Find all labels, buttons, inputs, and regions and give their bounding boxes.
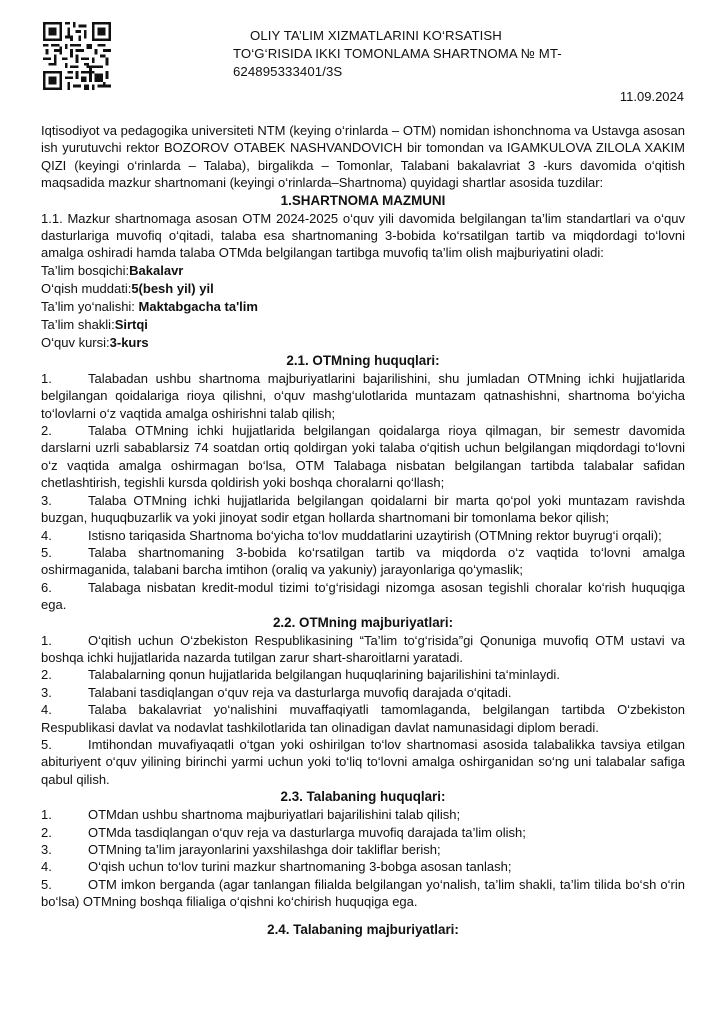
contract-body	[41, 122, 685, 939]
item-number: 4.	[41, 702, 52, 718]
item-text: OTMdan ushbu shartnoma majburiyatlari bajarilishini talab qilish;	[88, 807, 461, 823]
title-line-2: TO‘G‘RISIDA IKKI TOMONLAMA SHARTNOMA № MT-	[233, 46, 562, 61]
list-item	[41, 492, 685, 527]
item-number: 3.	[41, 492, 52, 508]
item-number: 6.	[41, 579, 52, 595]
field-label: Ta’lim bosqichi:	[41, 262, 130, 278]
contract-date: 11.09.2024	[619, 89, 684, 104]
item-text: Talabani tasdiqlangan o‘quv reja va dasturlarga muvofiq darajada o‘qitadi.	[88, 684, 512, 700]
list-item	[41, 632, 685, 667]
list-item	[41, 422, 685, 492]
field-value: Bakalavr	[129, 262, 184, 278]
list-item	[41, 858, 685, 875]
item-number: 2.	[41, 423, 52, 439]
qr-code-icon	[43, 22, 111, 90]
section-2-1-list	[41, 370, 685, 614]
study-details	[41, 262, 685, 352]
item-text: Talaba shartnomaning 3-bobida ko‘rsatilgan tartib va miqdorda o‘z vaqtida to‘lovni amalga oshirmaganida, talabani barcha imtihon (oraliq va yakuniy) jarayonlariga qo‘ymaslik;	[41, 544, 685, 578]
section-1-heading: 1.SHARTNOMA MAZMUNI	[280, 192, 446, 208]
field-label: O‘qish muddati:	[41, 280, 132, 296]
field-course	[41, 334, 685, 352]
field-study-form	[41, 316, 685, 334]
section-1-paragraph: 1.1. Mazkur shartnomaga asosan OTM 2024-2025 o‘quv yili davomida belgilangan ta’lim standartlari va o‘quv dasturlariga muvofiq o‘qitadi, talaba esa shartnomaning 3-bobida ko‘rsatilgan tartib va miqdordagi to‘lovni amalga oshiradi hamda talaba OTMda belgilangan tartibga muvofiq ta’lim olish majburiyatini oladi:	[41, 210, 685, 261]
field-value: Sirtqi	[114, 316, 148, 332]
item-number: 5.	[41, 876, 52, 892]
item-text: O‘qish uchun to‘lov turini mazkur shartnomaning 3-bobga asosan tanlash;	[88, 859, 512, 875]
field-label: Ta’lim yo‘nalishi:	[41, 298, 139, 314]
item-text: Talaba bakalavriat yo‘nalishini muvaffaqiyatli tamomlaganda, belgilangan tartibda O‘zbekiston Respublikasi davlat va nodavlat tashkilotlarida tan olinadigan davlat namunasidagi diplom beradi.	[41, 702, 685, 735]
item-number: 2.	[41, 824, 52, 840]
list-item	[41, 876, 685, 911]
item-text: Talabaga nisbatan kredit-modul tizimi to‘g‘risidagi nizomga asosan tegishli choralar ko‘rish huquqiga ega.	[41, 579, 685, 613]
spacer	[41, 911, 685, 921]
item-text: O‘qitish uchun O‘zbekiston Respublikasining “Ta’lim to‘g‘risida”gi Qonuniga muvofiq OTM ustavi va boshqa ichki hujjatlarida nazarda tutilgan zarur shart-sharoitlarni yaratadi.	[41, 632, 685, 665]
item-text: Talabalarning qonun hujjatlarida belgilangan huquqlarining bajarilishini ta‘minlaydi.	[88, 667, 560, 683]
list-item	[41, 701, 685, 736]
item-text: Istisno tariqasida Shartnoma bo‘yicha to‘lov muddatlarini uzaytirish (OTMning rektor buyrug‘i orqali);	[88, 527, 662, 543]
item-number: 5.	[41, 544, 52, 560]
field-education-level	[41, 262, 685, 280]
title-line-1: OLIY TA’LIM XIZMATLARINI KO‘RSATISH	[250, 28, 502, 43]
field-study-duration	[41, 280, 685, 298]
item-number: 1.	[41, 632, 52, 648]
item-text: OTMda tasdiqlangan o‘quv reja va dasturlarga muvofiq darajada ta’lim olish;	[88, 824, 526, 840]
item-number: 3.	[41, 842, 52, 857]
section-2-2-heading: 2.2. OTMning majburiyatlari:	[272, 614, 454, 630]
list-item	[41, 841, 685, 858]
item-text: OTMning ta’lim jarayonlarini yaxshilashga doir takliflar berish;	[88, 842, 441, 857]
item-number: 5.	[41, 736, 52, 752]
field-value: 3-kurs	[109, 334, 149, 350]
section-2-1-heading: 2.1. OTMning huquqlari:	[286, 352, 440, 368]
list-item	[41, 824, 685, 841]
list-item	[41, 666, 685, 683]
item-text: Talaba OTMning ichki hujjatlarida belgilangan qoidalarga rioya qilmagan, bir semestr davomida darslarni uzrli sabablarsiz 74 soatdan ortiq qoldirgan yoki talaba o‘qitish uchun belgilangan miqdordagi to‘lovni o‘z vaqtida amalga oshirmagan bo‘lsa, OTM Talabaga nisbatan belgilangan tartibda talabalar safidan chetlashtirish, tegishli kursda qoldirish yoki boshqa choralarni qo‘llash;	[41, 423, 685, 491]
field-value: Maktabgacha ta'lim	[138, 298, 258, 314]
item-number: 3.	[41, 684, 52, 700]
item-text: Imtihondan muvafiyaqatli o‘tgan yoki oshirilgan to‘lov shartnomasi asosida talabalikka tavsiya etilgan abituriyent o‘quv yilining birinchi yarmi uchun yoki to‘liq to‘lovni amalga oshirganidan so‘ng uni talabalar safiga qabul qilish.	[41, 736, 685, 787]
field-label: O‘quv kursi:	[41, 334, 110, 350]
item-text: Talabadan ushbu shartnoma majburiyatlarini bajarilishini, shu jumladan OTMning ichki hujjatlarida belgilangan qoidalariga rioya qilishni, o‘quv mashg‘ulotlarida muntazam qatnashishni, shartnoma bo‘yicha to‘lovlarni o‘z vaqtida amalga oshirishni talab qilish;	[41, 370, 685, 421]
item-text: Talaba OTMning ichki hujjatlarida belgilangan qoidalarni bir marta qo‘pol yoki muntazam ravishda buzgan, huquqbuzarlik va yoki jinoyat sodir etgan hollarda shartnomani bir tomonlama bekor qilish;	[41, 492, 685, 526]
item-number: 4.	[41, 859, 52, 875]
item-number: 4.	[41, 527, 52, 543]
section-2-3-list	[41, 806, 685, 910]
list-item	[41, 579, 685, 614]
section-2-2-list	[41, 632, 685, 789]
list-item	[41, 527, 685, 544]
field-study-direction	[41, 298, 685, 316]
section-2-4-heading: 2.4. Talabaning majburiyatlari:	[267, 921, 459, 937]
title-line-3: 624895333401/3S	[233, 64, 343, 79]
list-item	[41, 806, 685, 823]
item-text: OTM imkon berganda (agar tanlangan filialda belgilangan yo‘nalish, ta’lim shakli, ta’lim tilida bo‘sh o‘rin bo‘lsa) OTMning boshqa filialiga o‘qishni ko‘chirish huquqiga ega.	[41, 876, 685, 910]
section-2-3-heading: 2.3. Talabaning huquqlari:	[280, 789, 446, 805]
list-item	[41, 736, 685, 788]
intro-paragraph: Iqtisodiyot va pedagogika universiteti NTM (keying o‘rinlarda – OTM) nomidan ishonchnoma va Ustavga asosan ish yurutuvchi rektor BOZOROV OTABEK NASHVANDOVICH bir tomondan va IGAMKULOVA ZILOLA XAKIM QIZI (keyingi o‘rinlarda – Talaba), birgalikda – Tomonlar, Talabani bakalavriat 3 -kurs davomida o‘qitish maqsadida mazkur shartnomani (keyingi o‘rinlarda–Shartnoma) quyidagi shartlar asosida tuzdilar:	[41, 123, 685, 191]
item-number: 2.	[41, 667, 52, 683]
item-number: 1.	[41, 807, 52, 823]
list-item	[41, 684, 685, 701]
contract-title	[233, 27, 562, 81]
item-number: 1.	[41, 370, 52, 386]
list-item	[41, 370, 685, 422]
field-label: Ta’lim shakli:	[41, 316, 115, 332]
list-item	[41, 544, 685, 579]
field-value: 5(besh yil) yil	[131, 280, 214, 296]
